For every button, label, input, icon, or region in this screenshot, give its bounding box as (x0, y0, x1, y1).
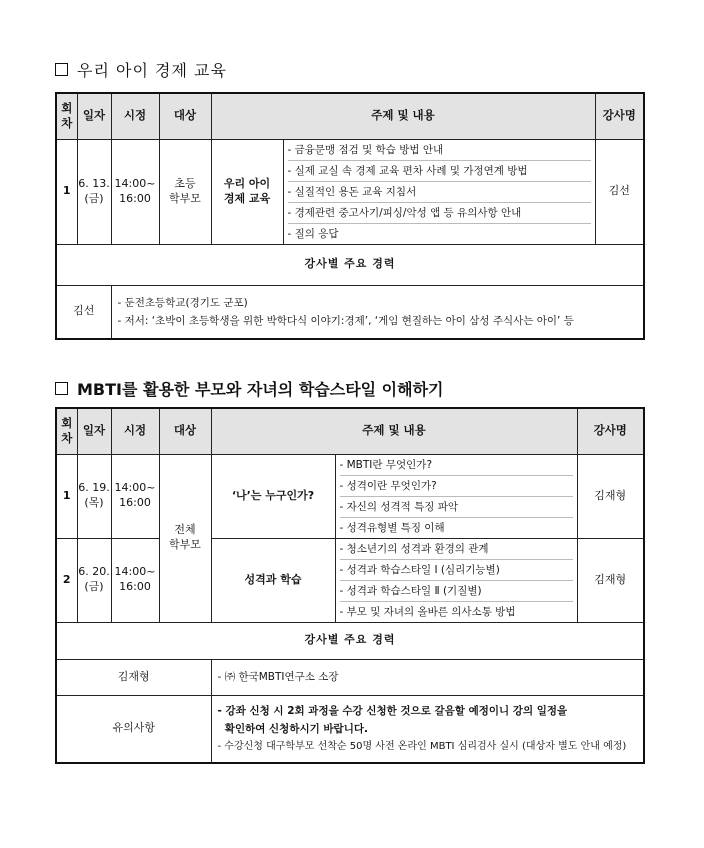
header-target: 대상 (159, 93, 211, 139)
session-date: 6. 13. (금) (77, 139, 111, 244)
career-header: 강사별 주요 경력 (56, 622, 644, 659)
session-instructor: 김재형 (577, 538, 644, 622)
content-item: - 부모 및 자녀의 올바른 의사소통 방법 (340, 601, 573, 622)
table-row (56, 139, 644, 244)
notice-item-bold: - 강좌 신청 시 2회 과정을 수강 신청한 것으로 갈음할 예정이니 강의 일정을 (217, 704, 568, 717)
session-instructor: 김선 (595, 139, 644, 244)
content-item: - 금융문맹 점검 및 학습 방법 안내 (287, 143, 444, 156)
header-round: 회 차 (56, 408, 77, 454)
session-target: 전체 학부모 (159, 454, 211, 622)
session-instructor: 김재형 (577, 454, 644, 538)
session-contents (335, 538, 577, 622)
header-date: 일자 (77, 93, 111, 139)
header-instructor: 강사명 (595, 93, 644, 139)
content-item: - 경제관련 중고사기/피싱/악성 앱 등 유의사항 안내 (288, 202, 591, 223)
mbti-schedule-table (55, 407, 645, 764)
session-topic: 우리 아이 경제 교육 (211, 139, 283, 244)
career-item: - 저서: ‘초박이 초등학생을 위한 박학다식 이야기:경제’, ‘게임 현질하는 아이 삼성 주식사는 아이’ 등 (117, 314, 574, 327)
career-item: - 둔전초등학교(경기도 군포) (117, 296, 248, 309)
header-instructor: 강사명 (577, 408, 644, 454)
table-header-row (56, 93, 644, 139)
session-round: 1 (56, 139, 77, 244)
content-item: - 성격과 학습스타일 Ⅰ (심리기능별) (340, 559, 573, 580)
section-title-text: MBTI를 활용한 부모와 자녀의 학습스타일 이해하기 (77, 380, 444, 399)
career-header-row (56, 622, 644, 659)
career-header: 강사별 주요 경력 (56, 244, 644, 285)
header-round: 회 차 (56, 93, 77, 139)
content-item: - 자신의 성격적 특징 파악 (340, 496, 573, 517)
notice-items (211, 695, 644, 763)
notice-label: 유의사항 (56, 695, 211, 763)
career-row (56, 285, 644, 339)
header-topic: 주제 및 내용 (211, 93, 595, 139)
session-contents (283, 139, 595, 244)
content-item: - 성격과 학습스타일 Ⅱ (기질별) (340, 580, 573, 601)
table-header-row (56, 408, 644, 454)
checkbox-square-icon (55, 382, 68, 395)
session-time: 14:00~ 16:00 (111, 538, 159, 622)
session-round: 1 (56, 454, 77, 538)
content-item: - 질의 응답 (288, 223, 591, 244)
header-topic: 주제 및 내용 (211, 408, 577, 454)
career-items (111, 285, 644, 339)
section-title-mbti (55, 377, 444, 400)
session-topic: ‘나’는 누구인가? (211, 454, 335, 538)
header-time: 시정 (111, 93, 159, 139)
career-row (56, 659, 644, 695)
session-round: 2 (56, 538, 77, 622)
header-target: 대상 (159, 408, 211, 454)
header-date: 일자 (77, 408, 111, 454)
session-date: 6. 19. (목) (77, 454, 111, 538)
header-time: 시정 (111, 408, 159, 454)
session-topic: 성격과 학습 (211, 538, 335, 622)
session-target: 초등 학부모 (159, 139, 211, 244)
career-items (211, 659, 644, 695)
section-title-text: 우리 아이 경제 교육 (77, 61, 227, 80)
session-date: 6. 20. (금) (77, 538, 111, 622)
section-title-economy (55, 58, 227, 81)
career-item: - ㈜ 한국MBTI연구소 소장 (217, 671, 339, 683)
content-item: - 실질적인 용돈 교육 지침서 (288, 181, 591, 202)
content-item: - 실제 교실 속 경제 교육 편차 사례 및 가정연계 방법 (288, 160, 591, 181)
notice-item: - 수강신청 대구학부모 선착순 50명 사전 온라인 MBTI 심리검사 실시 (대상자 별도 안내 예정) (217, 740, 627, 752)
session-contents (335, 454, 577, 538)
career-name: 김선 (56, 285, 111, 339)
table-row (56, 538, 644, 622)
economy-schedule-table (55, 92, 645, 340)
session-time: 14:00~ 16:00 (111, 454, 159, 538)
table-row (56, 454, 644, 538)
session-time: 14:00~ 16:00 (111, 139, 159, 244)
content-item: - 성격유형별 특징 이해 (340, 517, 573, 538)
notice-item-bold: 확인하여 신청하시기 바랍니다. (217, 722, 368, 735)
content-item: - MBTI란 무엇인가? (339, 458, 433, 471)
notice-row (56, 695, 644, 763)
career-name: 김재형 (56, 659, 211, 695)
checkbox-square-icon (55, 63, 68, 76)
career-header-row (56, 244, 644, 285)
content-item: - 성격이란 무엇인가? (340, 475, 573, 496)
content-item: - 청소년기의 성격과 환경의 관계 (339, 542, 489, 555)
